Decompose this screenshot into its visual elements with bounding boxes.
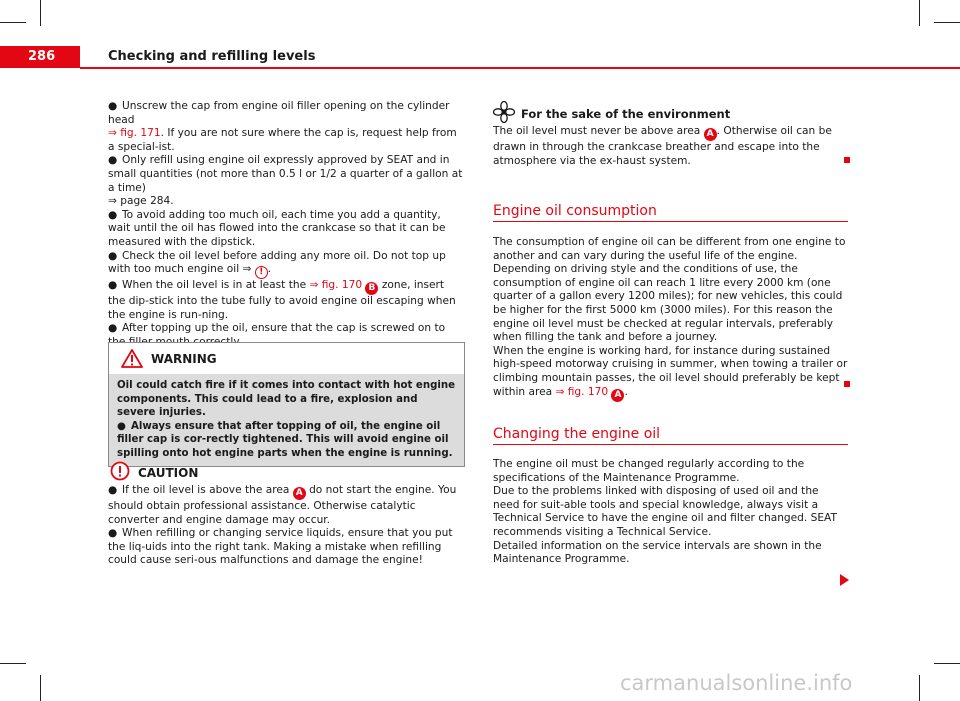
watermark: carmanualsonline.info bbox=[620, 671, 853, 695]
consumption-text bbox=[493, 236, 848, 402]
warning-body bbox=[109, 374, 464, 466]
page-title: Checking and refilling levels bbox=[108, 49, 316, 64]
crop-mark bbox=[0, 663, 26, 664]
bullet: ● bbox=[108, 100, 118, 112]
paragraph: The engine oil must be changed regularly according to the specifications of the Maintenance Programme. bbox=[493, 458, 805, 484]
crop-mark bbox=[40, 675, 41, 701]
warning-bullet: ● Always ensure that after topping of oil, the engine oil filler cap is cor-rectly tightened. This will avoid engine oil spilling onto hot engine parts when the engine is running. bbox=[117, 420, 453, 459]
caution-icon bbox=[110, 461, 130, 481]
section-heading: Changing the engine oil bbox=[493, 426, 661, 442]
end-of-section-mark bbox=[844, 157, 850, 163]
caution-title: CAUTION bbox=[138, 466, 199, 480]
paragraph: Due to the problems linked with disposing of used oil and the need for suit-able tools and special knowledge, always visit a Technical Service to have the engine oil and filter changed. SEAT recommends visiting a Technical Service. bbox=[493, 485, 837, 538]
caution-list bbox=[108, 484, 463, 568]
section-rule bbox=[493, 444, 848, 445]
paragraph: Detailed information on the service intervals are shown in the Maintenance Programme. bbox=[493, 539, 822, 566]
environment-text: The oil level must never be above area A . Otherwise oil can be drawn in through the crankcase breather and escape into the atmosphere via the ex-haust system. bbox=[493, 125, 832, 167]
list-item: ● Only refill using engine oil expressly approved by SEAT and in small quantities (not more than 0.5 l or 1/2 a quarter of a gallon at a time) ⇒ page 284. bbox=[108, 154, 463, 208]
environment-header bbox=[493, 107, 848, 125]
bullet: ● bbox=[108, 322, 118, 335]
warning-text: Oil could catch fire if it comes into contact with hot engine components. This could lead to a fire, explosion and severe injuries. bbox=[117, 380, 456, 418]
list-item: ● Check the oil level before adding any more oil. Do not top up with too much engine oil ⇒ ! . bbox=[108, 249, 446, 278]
callout-marker-a: A bbox=[611, 389, 624, 402]
crop-mark bbox=[934, 663, 960, 664]
callout-marker-b: B bbox=[365, 282, 378, 295]
list-item: ● When the oil level is in at least the ⇒ fig. 170 B zone, insert the dip-stick into the tube fully to avoid engine oil escaping when the engine is run-ning. bbox=[108, 279, 456, 321]
bullet: ● bbox=[108, 279, 118, 292]
callout-marker-a: A bbox=[293, 487, 306, 500]
bullet: ● bbox=[108, 484, 118, 496]
figure-link[interactable]: ⇒ fig. 171 bbox=[108, 127, 161, 140]
list-item: ● To avoid adding too much oil, each time you add a quantity, wait until the oil has flowed into the crankcase so that it can be measured with the dipstick. bbox=[108, 208, 446, 248]
environment-title: For the sake of the environment bbox=[521, 107, 731, 121]
bullet: ● bbox=[108, 154, 118, 167]
warning-box bbox=[108, 342, 465, 467]
end-of-section-mark bbox=[844, 381, 850, 387]
list-item: ● When refilling or changing service liquids, ensure that you put the liq-uids into the right tank. Making a mistake when refilling could cause seri-ous malfunctions and damage the engine! bbox=[108, 527, 453, 567]
bullet: ● bbox=[108, 527, 118, 540]
crop-mark bbox=[934, 22, 960, 23]
caution-symbol-icon[interactable]: ! bbox=[255, 266, 268, 279]
paragraph: When the engine is working hard, for instance during sustained high-speed motorway cruising in summer, when towing a trailer or climbing mountain passes, the oil level should preferably be kept within area ⇒ fig. 170 A . bbox=[493, 344, 848, 400]
instruction-list bbox=[108, 100, 463, 350]
figure-link[interactable]: ⇒ fig. 170 bbox=[309, 279, 363, 292]
crop-mark bbox=[919, 0, 920, 26]
warning-triangle-icon bbox=[121, 349, 143, 368]
header-rule bbox=[80, 67, 960, 69]
bullet: ● bbox=[108, 208, 118, 221]
crop-mark bbox=[919, 675, 920, 701]
paragraph: Depending on driving style and the conditions of use, the consumption of engine oil can reach 1 litre every 2000 km (one quarter of a gallon every 1200 miles); for new vehicles, this could be higher for the first 5000 km (3000 miles). For this reason the engine oil level must be checked at regular intervals, preferably when filling the tank and before a journey. bbox=[493, 263, 843, 344]
bullet: ● bbox=[108, 249, 118, 262]
continue-arrow-icon bbox=[840, 574, 849, 586]
page-number: 286 bbox=[28, 49, 56, 64]
page-link[interactable]: ⇒ page 284 bbox=[108, 195, 171, 208]
list-item: ● If the oil level is above the area A do not start the engine. You should obtain professional assistance. Otherwise catalytic converter and engine damage may occur. bbox=[108, 484, 457, 526]
list-item: ● Unscrew the cap from engine oil filler opening on the cylinder head ⇒ fig. 171. If you are not sure where the cap is, request help from a special-ist. bbox=[108, 100, 457, 153]
callout-marker-a: A bbox=[704, 128, 717, 141]
crop-mark bbox=[40, 0, 41, 26]
section-heading: Engine oil consumption bbox=[493, 203, 657, 219]
environment-note bbox=[493, 107, 848, 168]
section-rule bbox=[493, 221, 848, 222]
crop-mark bbox=[0, 22, 26, 23]
flower-icon bbox=[493, 101, 515, 123]
warning-header bbox=[109, 343, 464, 374]
figure-link[interactable]: ⇒ fig. 170 bbox=[555, 385, 609, 398]
paragraph: The consumption of engine oil can be different from one engine to another and can vary during the useful life of the engine. bbox=[493, 236, 846, 262]
warning-title: WARNING bbox=[151, 352, 217, 366]
list-item: ● After topping up the oil, ensure that the cap is screwed on to bbox=[108, 322, 446, 335]
changing-text bbox=[493, 458, 848, 567]
